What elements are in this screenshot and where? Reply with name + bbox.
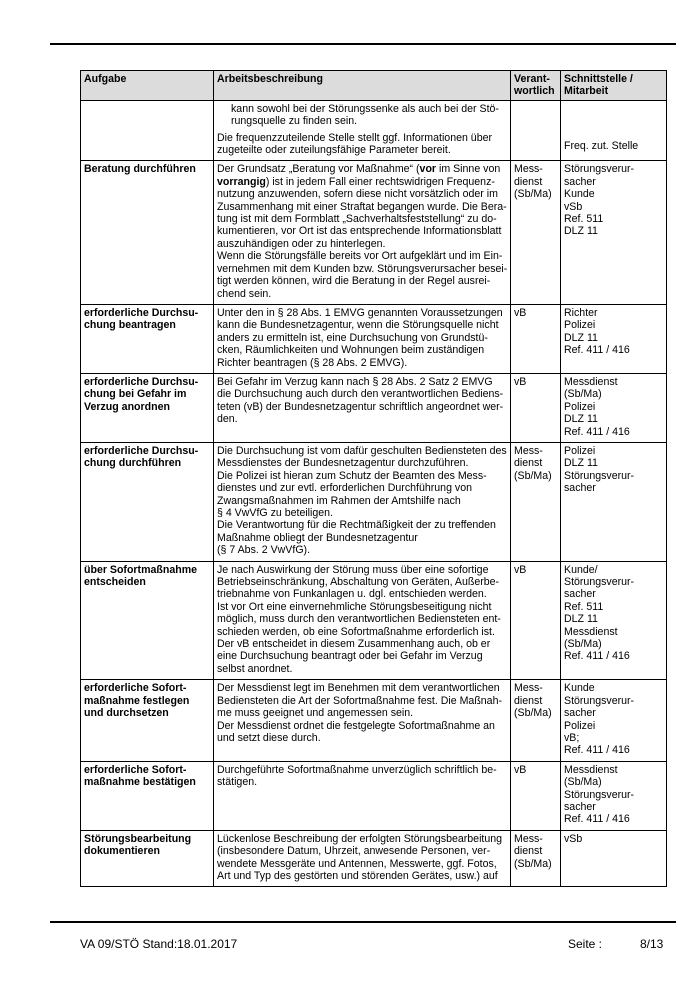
interface-line: Störungsverur-: [564, 788, 635, 801]
responsible-line: vB: [514, 375, 527, 388]
task-line: und durchsetzen: [84, 707, 169, 720]
task-line: maßnahme festlegen: [84, 694, 190, 707]
interface-line: Richter: [564, 306, 598, 319]
description-line: stätigen.: [217, 776, 258, 789]
task-cell: [81, 830, 214, 887]
interface-line: Polizei: [564, 444, 596, 457]
task-line: über Sofortmaßnahme: [84, 563, 198, 576]
interface-line: Kunde: [564, 188, 595, 201]
task-cell: [81, 100, 214, 161]
responsible-line: Mess-: [514, 163, 543, 176]
task-cell: [81, 561, 214, 680]
interface-line: vSb: [564, 200, 583, 213]
task-cell: [81, 373, 214, 442]
description-cell: [214, 100, 511, 161]
interface-line: sacher: [564, 482, 596, 495]
interface-line: Ref. 511: [564, 600, 604, 613]
description-line: me muss geeignet und angemessen sein.: [217, 707, 414, 720]
task-line: chung durchführen: [84, 457, 182, 470]
description-cell: [214, 830, 511, 887]
responsible-line: vB: [514, 563, 527, 576]
description-line: die Durchsuchung auch durch den verantwortlichen Bediens-: [217, 388, 504, 401]
text-line: kann sowohl bei der Störungssenke als auch bei der Stö-: [231, 102, 499, 115]
description-line: Messdienstes der Bundesnetzagentur durchzuführen.: [217, 457, 469, 470]
task-line: erforderliche Sofort-: [84, 763, 187, 776]
description-line: Zusammenhang mit einer Straftat begangen wurde. Die Bera-: [217, 200, 507, 213]
text-line: zugeteilte oder zuteilungsfähige Parameter bereit.: [217, 144, 451, 157]
interface-cell: [561, 442, 667, 561]
interface-line: Ref. 411 / 416: [564, 650, 630, 663]
description-cell: [214, 761, 511, 830]
task-cell: [81, 304, 214, 373]
description-line: Der Grundsatz „Beratung vor Maßnahme“ (vor im Sinne von: [217, 163, 501, 176]
task-cell: [81, 442, 214, 561]
description-line: kumentieren, vor Ort ist das entsprechende Informationsblatt: [217, 225, 502, 238]
table-header-row: [81, 71, 667, 101]
table-row: [81, 161, 667, 304]
description-line: eine Durchsuchung beantragt oder bei Gefahr im Verzug: [217, 650, 483, 663]
description-line: Lückenlose Beschreibung der erfolgten Störungsbearbeitung: [217, 832, 503, 845]
interface-cell: [561, 830, 667, 887]
interface-text: [564, 140, 663, 152]
responsible-cell: [511, 830, 561, 887]
interface-cell: [561, 373, 667, 442]
responsible-line: vB: [514, 306, 527, 319]
responsible-line: Mess-: [514, 832, 543, 845]
interface-line: Ref. 411 / 416: [564, 813, 630, 826]
indented-text: [217, 103, 507, 128]
interface-line: Polizei: [564, 319, 596, 332]
interface-line: DLZ 11: [564, 413, 598, 426]
interface-line: DLZ 11: [564, 613, 598, 626]
task-cell: [81, 161, 214, 304]
task-line: dokumentieren: [84, 845, 160, 858]
interface-line: (Sb/Ma): [564, 388, 602, 401]
description-cell: [214, 161, 511, 304]
description-line: Maßnahme obliegt der Bundesnetzagentur: [217, 531, 418, 544]
description-line: tigt werden können, wird die Beratung in der Regel ausrei-: [217, 275, 491, 288]
col-header-schnittstelle: [561, 71, 667, 101]
interface-line: vB;: [564, 731, 580, 744]
interface-line: Ref. 511: [564, 213, 604, 226]
description-cell: [214, 304, 511, 373]
interface-line: (Sb/Ma): [564, 638, 602, 651]
description-cell: [214, 680, 511, 761]
header-line: Mitarbeit: [564, 85, 609, 98]
interface-cell: [561, 761, 667, 830]
table-row: [81, 680, 667, 761]
table-row: [81, 830, 667, 887]
interface-line: Polizei: [564, 400, 596, 413]
task-line: erforderliche Sofort-: [84, 682, 187, 695]
description-line: (insbesondere Datum, Uhrzeit, anwesende Personen, ver-: [217, 845, 491, 858]
table-row: [81, 761, 667, 830]
description-line: Richter beantragen (§ 28 Abs. 2 EMVG).: [217, 356, 408, 369]
responsible-line: (Sb/Ma): [514, 469, 552, 482]
responsible-line: dienst: [514, 457, 543, 470]
responsible-line: dienst: [514, 175, 543, 188]
interface-line: vSb: [564, 832, 583, 845]
responsible-line: vB: [514, 763, 527, 776]
description-line: Art und Typ des gestörten und störenden Gerätes, usw.) auf: [217, 869, 498, 882]
responsible-cell: [511, 561, 561, 680]
description-line: schieden werden, ob eine Sofortmaßnahme erforderlich ist.: [217, 625, 495, 638]
task-line: erforderliche Durchsu-: [84, 444, 199, 457]
description-line: Die Verantwortung für die Rechtmäßigkeit der zu treffenden: [217, 519, 496, 532]
interface-line: (Sb/Ma): [564, 776, 602, 789]
footer-page-number: 8/13: [640, 937, 664, 951]
table-row: [81, 304, 667, 373]
description-line: vernehmen mit dem Kunden bzw. Störungsverursacher besei-: [217, 262, 508, 275]
table-row: [81, 373, 667, 442]
responsible-cell: [511, 680, 561, 761]
description-line: Bei Gefahr im Verzug kann nach § 28 Abs. 2 Satz 2 EMVG: [217, 375, 493, 388]
description-line: teten (vB) der Bundesnetzagentur schriftlich angeordnet wer-: [217, 400, 504, 413]
description-line: Der vB entscheidet in diesem Zusammenhang auch, ob er: [217, 638, 491, 651]
responsible-line: Mess-: [514, 682, 543, 695]
description-line: § 4 VwVfG zu beteiligen.: [217, 507, 334, 519]
description-line: nutzung anzuwenden, sofern diese nicht vorsätzlich oder im: [217, 188, 498, 201]
interface-line: Störungsverur-: [564, 469, 635, 482]
interface-cell: [561, 304, 667, 373]
description-line: möglich, muss durch den verantwortlichen Bediensteten ent-: [217, 613, 501, 626]
responsible-cell: [511, 100, 561, 161]
interface-line: Polizei: [564, 719, 596, 732]
responsible-cell: [511, 373, 561, 442]
description-line: Unter den in § 28 Abs. 1 EMVG genannten Voraussetzungen: [217, 306, 503, 319]
task-line: Verzug anordnen: [84, 400, 170, 413]
header-rule: [50, 43, 676, 45]
description-cell: [214, 373, 511, 442]
description-cell: [214, 561, 511, 680]
description-line: triebnahme von Funkanlagen u. dgl. entschieden werden.: [217, 588, 487, 601]
task-line: Störungsbearbeitung: [84, 832, 192, 845]
interface-line: DLZ 11: [564, 331, 598, 344]
footer-page-label: Seite :: [568, 937, 603, 951]
interface-cell: [561, 561, 667, 680]
header-line: Arbeitsbeschreibung: [217, 73, 323, 85]
responsible-cell: [511, 304, 561, 373]
responsible-line: (Sb/Ma): [514, 707, 552, 720]
responsible-line: (Sb/Ma): [514, 857, 552, 870]
interface-line: sacher: [564, 707, 596, 720]
col-header-arbeitsbeschreibung: [214, 71, 511, 101]
text-line: Die frequenzzuteilende Stelle stellt ggf. Informationen über: [217, 131, 493, 144]
interface-line: Messdienst: [564, 763, 618, 776]
table-row: [81, 442, 667, 561]
interface-cell: [561, 161, 667, 304]
task-cell: [81, 680, 214, 761]
table-row-continuation: [81, 100, 667, 161]
task-line: Beratung durchführen: [84, 163, 196, 176]
interface-line: Ref. 411 / 416: [564, 744, 630, 757]
description-line: Bediensteten die Art der Sofortmaßnahme fest. Die Maßnah-: [217, 694, 502, 707]
interface-line: Störungsverur-: [564, 163, 635, 176]
description-line: chend sein.: [217, 287, 272, 300]
interface-cell: [561, 100, 667, 161]
interface-line: sacher: [564, 588, 596, 601]
description-line: dienstes und zur evtl. erforderlichen Durchführung von: [217, 482, 472, 495]
task-line: chung beantragen: [84, 319, 176, 332]
responsible-cell: [511, 761, 561, 830]
interface-line: Messdienst: [564, 375, 618, 388]
footer-document-id: VA 09/STÖ Stand:18.01.2017: [80, 937, 238, 951]
interface-line: Störungsverur-: [564, 694, 635, 707]
description-line: Je nach Auswirkung der Störung muss über eine sofortige: [217, 563, 489, 576]
interface-line: DLZ 11: [564, 457, 598, 470]
text-line: Freq. zut. Stelle: [564, 140, 639, 153]
description-line: Ist vor Ort eine einvernehmliche Störungsbeseitigung nicht: [217, 600, 492, 613]
description-cell: [214, 442, 511, 561]
responsible-line: Mess-: [514, 444, 543, 457]
description-line: und setzt diese durch.: [217, 731, 321, 744]
description-line: Betriebseinschränkung, Abschaltung von Geräten, Außerbe-: [217, 576, 500, 589]
task-cell: [81, 761, 214, 830]
task-line: maßnahme bestätigen: [84, 776, 196, 789]
responsible-cell: [511, 442, 561, 561]
task-line: erforderliche Durchsu-: [84, 306, 199, 319]
description-line: auszuhändigen oder zu hinterlegen.: [217, 237, 386, 250]
task-table: [80, 70, 667, 887]
header-line: wortlich: [514, 85, 555, 98]
table-row: [81, 561, 667, 680]
task-line: erforderliche Durchsu-: [84, 375, 199, 388]
description-line: anders zu ermitteln ist, eine Durchsuchung von Grundstü-: [217, 331, 488, 344]
description-line: selbst anordnet.: [217, 662, 293, 675]
interface-line: sacher: [564, 175, 596, 188]
interface-line: Ref. 411 / 416: [564, 344, 630, 357]
description-line: den.: [217, 413, 238, 426]
description-line: Die Durchsuchung ist vom dafür geschulten Bediensteten des: [217, 444, 507, 457]
task-line: entscheiden: [84, 576, 146, 589]
interface-line: sacher: [564, 800, 596, 813]
task-line: chung bei Gefahr im: [84, 388, 187, 401]
responsible-line: dienst: [514, 845, 543, 858]
description-line: cken, Räumlichkeiten und Wohnungen beim zuständigen: [217, 344, 485, 357]
footer-rule: [50, 921, 676, 923]
interface-line: Kunde/: [564, 563, 598, 576]
description-line: kann die Bundesnetzagentur, wenn die Störungsquelle nicht: [217, 319, 499, 332]
description-line: (§ 7 Abs. 2 VwVfG).: [217, 544, 311, 557]
col-header-verantwortlich: [511, 71, 561, 101]
description-text: [217, 132, 507, 157]
header-line: Verant-: [514, 73, 550, 85]
interface-cell: [561, 680, 667, 761]
interface-line: Kunde: [564, 682, 595, 695]
responsible-cell: [511, 161, 561, 304]
description-line: tung ist mit dem Formblatt „Sachverhaltsfeststellung“ zu do-: [217, 213, 497, 226]
description-line: Die Polizei ist hieran zum Schutz der Beamten des Mess-: [217, 469, 487, 482]
description-line: wendete Messgeräte und Antennen, Messwerte, ggf. Fotos,: [217, 857, 497, 870]
description-line: Zwangsmaßnahmen im Rahmen der Amtshilfe nach: [217, 494, 461, 507]
interface-line: Störungsverur-: [564, 576, 635, 589]
interface-line: Ref. 411 / 416: [564, 425, 630, 438]
header-line: Aufgabe: [84, 73, 127, 85]
col-header-aufgabe: [81, 71, 214, 101]
description-line: Wenn die Störungsfälle bereits vor Ort aufgeklärt und im Ein-: [217, 250, 503, 263]
description-line: Der Messdienst ordnet die festgelegte Sofortmaßnahme an: [217, 719, 495, 732]
responsible-line: dienst: [514, 694, 543, 707]
interface-line: Messdienst: [564, 625, 618, 638]
description-line: vorrangig) ist in jedem Fall einer rechtswidrigen Frequenz-: [217, 175, 495, 188]
header-line: Schnittstelle /: [564, 73, 633, 85]
interface-line: DLZ 11: [564, 225, 598, 238]
text-line: rungsquelle zu finden sein.: [231, 115, 358, 128]
responsible-line: (Sb/Ma): [514, 188, 552, 201]
description-line: Der Messdienst legt im Benehmen mit dem verantwortlichen: [217, 682, 500, 695]
description-line: Durchgeführte Sofortmaßnahme unverzüglich schriftlich be-: [217, 763, 497, 776]
